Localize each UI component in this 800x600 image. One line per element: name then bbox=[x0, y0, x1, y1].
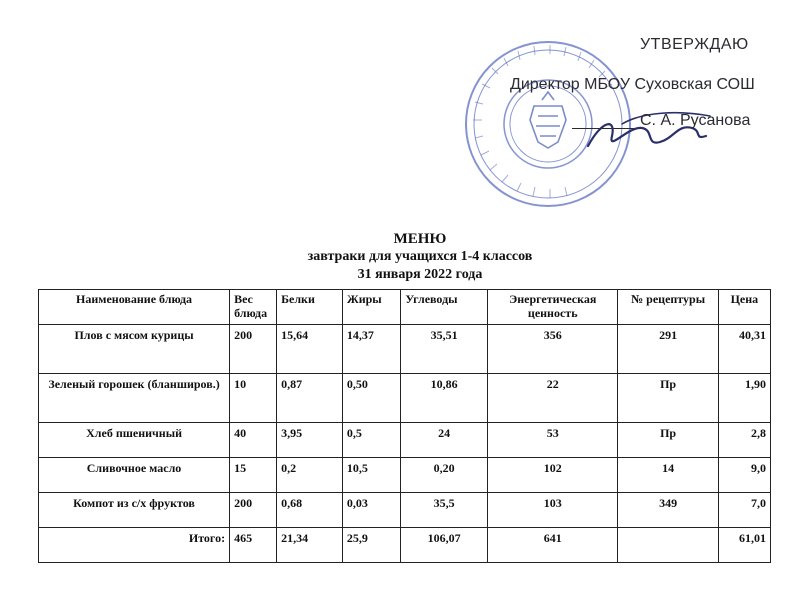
dish-fat: 0,50 bbox=[342, 374, 400, 423]
dish-price: 2,8 bbox=[718, 423, 770, 458]
dish-price: 9,0 bbox=[718, 458, 770, 493]
dish-name: Плов с мясом курицы bbox=[39, 325, 230, 374]
dish-carbs: 10,86 bbox=[401, 374, 488, 423]
dish-weight: 15 bbox=[230, 458, 277, 493]
total-protein: 21,34 bbox=[277, 528, 343, 563]
dish-name: Зеленый горошек (бланширов.) bbox=[39, 374, 230, 423]
dish-recipe: 291 bbox=[618, 325, 718, 374]
dish-name: Хлеб пшеничный bbox=[39, 423, 230, 458]
table-row bbox=[39, 493, 771, 528]
dish-recipe: Пр bbox=[618, 423, 718, 458]
director-position: Директор МБОУ Суховская СОШ bbox=[510, 76, 755, 93]
dish-fat: 0,5 bbox=[342, 423, 400, 458]
dish-weight: 40 bbox=[230, 423, 277, 458]
total-carbs: 106,07 bbox=[401, 528, 488, 563]
menu-date: 31 января 2022 года bbox=[357, 267, 483, 282]
dish-fat: 14,37 bbox=[342, 325, 400, 374]
dish-energy: 53 bbox=[487, 423, 618, 458]
menu-title: МЕНЮ bbox=[393, 231, 447, 247]
dish-recipe: Пр bbox=[618, 374, 718, 423]
dish-weight: 200 bbox=[230, 325, 277, 374]
table-row bbox=[39, 458, 771, 493]
column-header-protein: Белки bbox=[277, 290, 343, 325]
dish-carbs: 24 bbox=[401, 423, 488, 458]
table-row bbox=[39, 423, 771, 458]
dish-name: Компот из с/х фруктов bbox=[39, 493, 230, 528]
dish-carbs: 35,51 bbox=[401, 325, 488, 374]
dish-fat: 10,5 bbox=[342, 458, 400, 493]
dish-energy: 103 bbox=[487, 493, 618, 528]
total-energy: 641 bbox=[487, 528, 618, 563]
column-header-price: Цена bbox=[718, 290, 770, 325]
dish-carbs: 0,20 bbox=[401, 458, 488, 493]
menu-table bbox=[38, 289, 771, 563]
dish-protein: 0,2 bbox=[277, 458, 343, 493]
column-header-fat: Жиры bbox=[342, 290, 400, 325]
dish-protein: 3,95 bbox=[277, 423, 343, 458]
total-label: Итого: bbox=[39, 528, 230, 563]
dish-price: 40,31 bbox=[718, 325, 770, 374]
column-header-energy: Энергетическая ценность bbox=[487, 290, 618, 325]
dish-weight: 200 bbox=[230, 493, 277, 528]
menu-header bbox=[280, 230, 560, 284]
table-header-row bbox=[39, 290, 771, 325]
dish-price: 1,90 bbox=[718, 374, 770, 423]
table-row bbox=[39, 374, 771, 423]
dish-protein: 15,64 bbox=[277, 325, 343, 374]
column-header-name: Наименование блюда bbox=[39, 290, 230, 325]
total-row bbox=[39, 528, 771, 563]
total-weight: 465 bbox=[230, 528, 277, 563]
menu-subtitle: завтраки для учащихся 1-4 классов bbox=[307, 249, 533, 264]
director-name: С. А. Русанова bbox=[640, 112, 751, 129]
column-header-weight: Вес блюда bbox=[230, 290, 277, 325]
total-price: 61,01 bbox=[718, 528, 770, 563]
dish-recipe: 14 bbox=[618, 458, 718, 493]
dish-energy: 356 bbox=[487, 325, 618, 374]
dish-carbs: 35,5 bbox=[401, 493, 488, 528]
dish-protein: 0,68 bbox=[277, 493, 343, 528]
approval-title: УТВЕРЖДАЮ bbox=[640, 36, 749, 53]
dish-fat: 0,03 bbox=[342, 493, 400, 528]
total-fat: 25,9 bbox=[342, 528, 400, 563]
approval-block bbox=[452, 24, 772, 214]
total-recipe bbox=[618, 528, 718, 563]
dish-price: 7,0 bbox=[718, 493, 770, 528]
dish-recipe: 349 bbox=[618, 493, 718, 528]
column-header-carbs: Углеводы bbox=[401, 290, 488, 325]
dish-name: Сливочное масло bbox=[39, 458, 230, 493]
dish-energy: 102 bbox=[487, 458, 618, 493]
dish-protein: 0,87 bbox=[277, 374, 343, 423]
column-header-recipe: № рецептуры bbox=[618, 290, 718, 325]
dish-weight: 10 bbox=[230, 374, 277, 423]
dish-energy: 22 bbox=[487, 374, 618, 423]
table-row bbox=[39, 325, 771, 374]
